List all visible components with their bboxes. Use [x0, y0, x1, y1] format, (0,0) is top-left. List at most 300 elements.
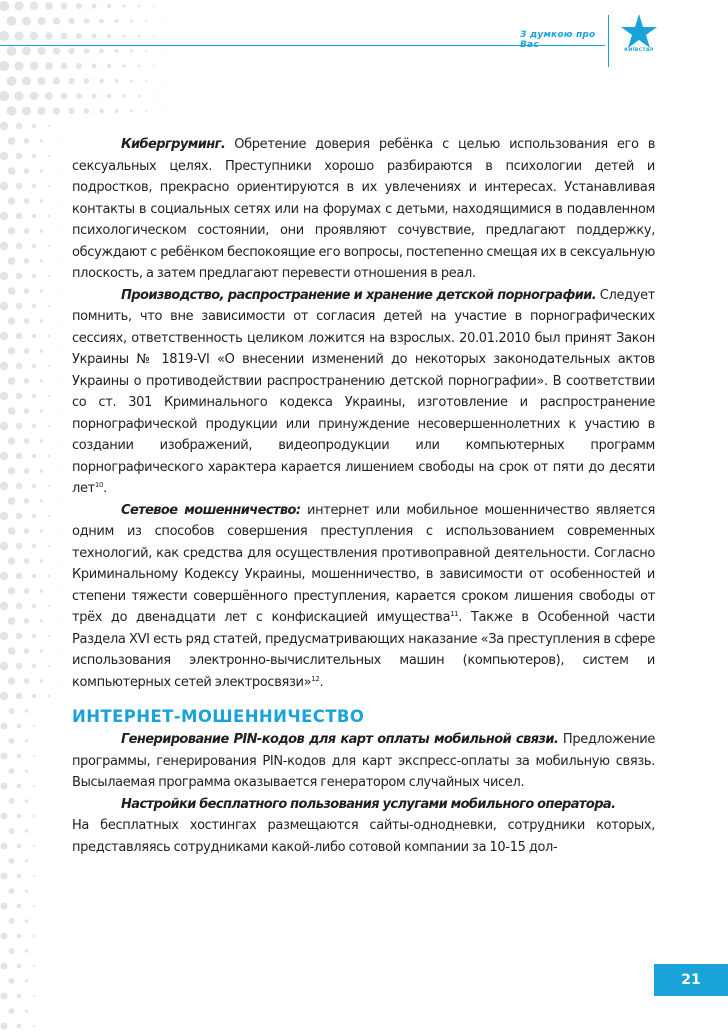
footnote-ref: 11 [450, 610, 459, 618]
halftone-dot [68, 18, 74, 24]
halftone-dot [68, 48, 74, 54]
halftone-dot [56, 470, 57, 471]
footnote-ref: 10 [94, 481, 104, 489]
paragraph-text: Предложение программы, генерирования PIN-кодов для карт экспресс-оплаты за мобильную связь. Высылаемая программа оказывается генератором случайных чисел. [72, 732, 655, 790]
header-separator [608, 15, 609, 67]
halftone-dot [16, 693, 23, 700]
halftone-dot [56, 410, 57, 411]
paragraph-network-fraud [72, 500, 655, 694]
halftone-dot [25, 859, 28, 862]
halftone-dot [8, 527, 16, 535]
halftone-dot [8, 317, 16, 325]
halftone-dot [16, 423, 23, 430]
header-rule [0, 45, 605, 46]
halftone-dot [33, 725, 35, 727]
halftone-dot [56, 350, 57, 351]
halftone-dot [53, 47, 60, 54]
halftone-dot [45, 62, 53, 70]
halftone-dot [0, 1, 9, 11]
halftone-dot [24, 678, 29, 683]
halftone-dot [130, 19, 133, 22]
paragraph-lead: Настройки бесплатного пользования услугами мобильного оператора. [121, 796, 616, 812]
halftone-dot [17, 724, 22, 729]
halftone-dot [32, 214, 36, 218]
halftone-dot [122, 34, 125, 37]
halftone-dot [25, 979, 28, 982]
halftone-dot [68, 78, 74, 84]
halftone-dot [48, 425, 50, 427]
halftone-dot [9, 708, 15, 714]
halftone-dot [9, 1008, 15, 1014]
halftone-dot [32, 604, 36, 608]
halftone-dot [8, 437, 16, 445]
halftone-dot [24, 318, 29, 323]
halftone-dot [130, 109, 133, 112]
halftone-dot [84, 18, 90, 24]
halftone-dot [30, 92, 39, 101]
halftone-dot [8, 167, 16, 175]
halftone-dot [8, 287, 16, 295]
halftone-dot [16, 573, 23, 580]
halftone-dot [56, 680, 57, 681]
halftone-dot [33, 1025, 35, 1027]
halftone-dot [32, 454, 36, 458]
halftone-dot [40, 679, 43, 682]
halftone-dot [16, 213, 23, 220]
halftone-dot [40, 439, 43, 442]
halftone-dot [24, 348, 29, 353]
paragraph-text: Следует помнить, что вне зависимости от согласия детей на участие в порнографических сессиях, ответственность целиком ложится на взрослых. 20.01.2010 был принят Закон Украины № 1819-VI «О внесении изменений до некоторых законодательных актов Украины о противодействии распространению детской порнографии». В соответствии со ст. 301 Криминального кодекса Украины, изготовление и распространение порнографической продукции или принуждение несовершеннолетних к участию в создании изображений, видеопродукции или компьютерных программ порнографического характера карается лишением свободы на срок от пяти до десяти лет [72, 287, 655, 496]
halftone-dot [61, 33, 68, 40]
halftone-dot [33, 815, 35, 817]
halftone-dot [22, 107, 31, 116]
halftone-dot [8, 407, 16, 415]
halftone-dot [32, 514, 36, 518]
halftone-dot [22, 77, 31, 86]
halftone-dot [14, 31, 23, 40]
halftone-dot [16, 303, 23, 310]
halftone-dot [0, 332, 8, 341]
paragraph-lead: Сетевое мошенничество: [121, 502, 301, 518]
halftone-dot [24, 648, 29, 653]
paragraph-hosting [72, 815, 655, 858]
halftone-dot [107, 4, 111, 8]
halftone-dot [1, 903, 8, 910]
paragraph-cybergrooming [72, 134, 655, 285]
halftone-dot [145, 20, 147, 22]
halftone-dot [8, 257, 16, 265]
halftone-dot [8, 557, 16, 565]
halftone-dot [17, 994, 22, 999]
halftone-dot [0, 122, 8, 131]
halftone-dot [40, 469, 43, 472]
halftone-dot [33, 905, 35, 907]
halftone-dot [8, 377, 16, 385]
halftone-dot [9, 738, 15, 744]
halftone-dot [33, 755, 35, 757]
halftone-dot [40, 499, 43, 502]
halftone-dot [0, 392, 8, 401]
halftone-dot [9, 948, 15, 954]
halftone-dot [56, 290, 57, 291]
halftone-dot [24, 408, 29, 413]
halftone-dot [33, 785, 35, 787]
halftone-dot [161, 20, 162, 21]
halftone-dot [48, 635, 50, 637]
halftone-dot [1, 723, 8, 730]
halftone-dot [24, 618, 29, 623]
halftone-dot [48, 395, 50, 397]
halftone-dot [0, 61, 9, 71]
halftone-dot [32, 424, 36, 428]
halftone-dot [16, 513, 23, 520]
halftone-dot [7, 46, 17, 56]
halftone-dot [56, 530, 57, 531]
halftone-dot [1, 933, 8, 940]
halftone-dot [17, 934, 22, 939]
halftone-dot [0, 152, 8, 161]
paragraph-lead: Кибергруминг. [121, 137, 226, 152]
halftone-dot [17, 874, 22, 879]
halftone-dot [25, 919, 28, 922]
halftone-dot [8, 647, 16, 655]
halftone-dot [138, 35, 141, 38]
halftone-dot [32, 544, 36, 548]
halftone-dot [48, 305, 50, 307]
halftone-dot [33, 845, 35, 847]
halftone-dot [48, 545, 50, 547]
halftone-dot [48, 155, 50, 157]
halftone-dot [9, 828, 15, 834]
halftone-dot [16, 243, 23, 250]
halftone-dot [76, 93, 82, 99]
halftone-dot [0, 512, 8, 521]
halftone-dot [40, 649, 43, 652]
halftone-dot [48, 455, 50, 457]
halftone-dot [32, 664, 36, 668]
header-tagline: З думкою про Вас [520, 30, 596, 50]
halftone-dot [24, 468, 29, 473]
paragraph-text: интернет или мобильное мошенничество является одним из способов совершения преступления с использованием современных технологий, как средства для осуществления противоправной деятельности. Согласно Криминальному Кодексу Украины, мошенничество, в зависимости от особенностей и степени тяжести совершённого преступления, карается сроком лишения свободы от трёх до двенадцати лет с конфискацией имущества [72, 502, 655, 625]
halftone-dot [30, 2, 39, 11]
halftone-dot [107, 34, 111, 38]
halftone-dot [0, 91, 9, 101]
halftone-dot [22, 17, 31, 26]
halftone-dot [153, 65, 155, 67]
halftone-dot [1, 1023, 8, 1030]
halftone-dot [24, 378, 29, 383]
halftone-dot [40, 619, 43, 622]
halftone-dot [0, 542, 8, 551]
halftone-dot [0, 31, 9, 41]
halftone-dot [56, 200, 57, 201]
halftone-dot [17, 964, 22, 969]
halftone-dot [107, 64, 111, 68]
halftone-dot [33, 875, 35, 877]
halftone-dot [16, 483, 23, 490]
halftone-dot [91, 63, 96, 68]
halftone-dot [56, 230, 57, 231]
halftone-dot [99, 19, 104, 24]
halftone-dot [24, 558, 29, 563]
halftone-dot [56, 500, 57, 501]
halftone-dot [25, 709, 28, 712]
section-title: ИНТЕРНЕТ-МОШЕННИЧЕСТВО [72, 707, 365, 726]
halftone-dot [8, 617, 16, 625]
halftone-dot [16, 123, 23, 130]
halftone-dot [53, 17, 60, 24]
halftone-dot [33, 995, 35, 997]
halftone-dot [161, 80, 162, 81]
halftone-dot [53, 77, 60, 84]
halftone-dot [9, 798, 15, 804]
paragraph-text: На бесплатных хостингах размещаются сайты-однодневки, сотрудники которых, представляясь сотрудниками какой-либо сотовой компании за 10-15 дол- [72, 818, 655, 855]
halftone-dot [48, 365, 50, 367]
halftone-dot [0, 482, 8, 491]
halftone-dot [76, 33, 82, 39]
halftone-dot [99, 49, 104, 54]
halftone-dot [115, 19, 119, 23]
halftone-dot [0, 362, 8, 371]
halftone-dot [122, 94, 125, 97]
halftone-dot [40, 559, 43, 562]
halftone-dot [24, 138, 29, 143]
halftone-dot [48, 515, 50, 517]
halftone-dot [0, 572, 8, 581]
halftone-dot [161, 110, 162, 111]
halftone-dot [25, 1009, 28, 1012]
halftone-dot [8, 467, 16, 475]
halftone-dot [16, 153, 23, 160]
halftone-dot [91, 3, 96, 8]
paragraph-text-2: . Также в Особенной части Раздела XVI есть ряд статей, предусматривающих наказание «За преступления в сфере использования электронно-вычислительных машин (компьютеров), систем и компьютерных сетей электросвязи» [72, 610, 656, 690]
halftone-dot [56, 380, 57, 381]
halftone-dot [37, 47, 45, 55]
halftone-dot [40, 529, 43, 532]
halftone-dot [40, 409, 43, 412]
halftone-dot [32, 334, 36, 338]
halftone-dot [0, 242, 8, 251]
halftone-dot [48, 125, 50, 127]
halftone-dot [24, 228, 29, 233]
halftone-dot [99, 109, 104, 114]
halftone-dot [32, 364, 36, 368]
halftone-dot [32, 184, 36, 188]
halftone-dot [17, 1024, 22, 1029]
halftone-dot [33, 965, 35, 967]
halftone-dot [16, 543, 23, 550]
halftone-dot [32, 694, 36, 698]
halftone-dot [56, 590, 57, 591]
halftone-dot [45, 2, 53, 10]
halftone-dot [25, 829, 28, 832]
halftone-dot [9, 888, 15, 894]
halftone-dot [32, 124, 36, 128]
halftone-dot [56, 260, 57, 261]
halftone-dot [40, 589, 43, 592]
halftone-dot [16, 603, 23, 610]
halftone-dot [56, 560, 57, 561]
paragraph-lead: Генерирование PIN-кодов для карт оплаты мобильной связи. [121, 732, 559, 747]
halftone-dot [138, 5, 141, 8]
halftone-dot [32, 244, 36, 248]
halftone-dot [22, 47, 31, 56]
halftone-dot [24, 588, 29, 593]
halftone-dot [32, 634, 36, 638]
paragraph-text: Обретение доверия ребёнка с целью использования его в сексуальных целях. Преступники хорошо разбираются в психологии детей и подростков, прекрасно ориентируются в их увлечениях и интересах. Устанавливая контакты в социальных сетях или на форумах с детьми, находящимися в подавленном психологическом состоянии, они проявляют сочувствие, предлагают поддержку, обсуждают с ребёнком беспокоящие его вопросы, постепенно смещая их в сексуальную плоскость, а затем предлагают перевести отношения в реал. [72, 137, 655, 281]
halftone-dot [48, 695, 50, 697]
halftone-dot [9, 768, 15, 774]
halftone-dot [153, 95, 155, 97]
halftone-dot [16, 333, 23, 340]
halftone-dot [48, 485, 50, 487]
halftone-dot [1, 963, 8, 970]
halftone-dot [45, 92, 53, 100]
halftone-dot [1, 873, 8, 880]
halftone-dot [33, 935, 35, 937]
paragraph-tail: . [319, 674, 324, 690]
halftone-dot [56, 320, 57, 321]
halftone-dot [8, 347, 16, 355]
halftone-dot [0, 182, 8, 191]
halftone-dot [48, 245, 50, 247]
halftone-dot [76, 3, 82, 9]
halftone-dot [48, 215, 50, 217]
halftone-dot [8, 137, 16, 145]
halftone-dot [1, 993, 8, 1000]
halftone-dot [48, 665, 50, 667]
halftone-dot [16, 393, 23, 400]
halftone-dot [56, 620, 57, 621]
halftone-dot [145, 110, 147, 112]
halftone-dot [53, 107, 60, 114]
halftone-dot [91, 93, 96, 98]
halftone-dot [24, 288, 29, 293]
halftone-dot [68, 108, 74, 114]
halftone-dot [24, 198, 29, 203]
halftone-dot [122, 4, 125, 7]
halftone-dot [138, 65, 141, 68]
halftone-dot [48, 605, 50, 607]
halftone-dot [14, 61, 23, 70]
halftone-dot [1, 843, 8, 850]
halftone-dot [0, 422, 8, 431]
halftone-dot [32, 154, 36, 158]
halftone-dot [161, 50, 162, 51]
halftone-dot [32, 484, 36, 488]
halftone-dot [145, 50, 147, 52]
halftone-dot [32, 274, 36, 278]
halftone-dot [16, 273, 23, 280]
halftone-dot [115, 109, 119, 113]
paragraph-tail: . [103, 481, 107, 496]
halftone-dot [1, 813, 8, 820]
halftone-dot [56, 650, 57, 651]
halftone-dot [40, 199, 43, 202]
halftone-dot [14, 1, 23, 10]
halftone-dot [8, 587, 16, 595]
logo-wordmark: КИЇВСТАР [624, 48, 654, 53]
halftone-dot [153, 35, 155, 37]
halftone-dot [24, 498, 29, 503]
article-body [72, 134, 655, 858]
footnote-ref: 12 [311, 674, 320, 683]
paragraph-lead: Производство, распространение и хранение детской порнографии. [121, 287, 597, 303]
halftone-dot [40, 169, 43, 172]
halftone-dot [107, 94, 111, 98]
halftone-dot [45, 32, 53, 40]
halftone-dot [8, 677, 16, 685]
page-number: 21 [654, 964, 728, 996]
halftone-dot [61, 63, 68, 70]
halftone-dot [32, 304, 36, 308]
halftone-dot [48, 335, 50, 337]
halftone-dot [17, 814, 22, 819]
halftone-dot [24, 438, 29, 443]
halftone-dot [30, 32, 39, 41]
halftone-dot [16, 633, 23, 640]
halftone-dot [91, 33, 96, 38]
halftone-dot [25, 769, 28, 772]
halftone-dot [8, 227, 16, 235]
halftone-dot [61, 3, 68, 10]
halftone-dot [0, 272, 8, 281]
paragraph-pin-generator [72, 729, 655, 794]
halftone-dot [61, 93, 68, 100]
halftone-dot [9, 918, 15, 924]
halftone-dot [17, 844, 22, 849]
halftone-dot [37, 77, 45, 85]
halftone-dot [7, 106, 17, 116]
paragraph-child-pornography [72, 285, 655, 500]
halftone-dot [32, 394, 36, 398]
halftone-dot [16, 363, 23, 370]
halftone-dot [14, 91, 23, 100]
halftone-dot [17, 784, 22, 789]
halftone-dot [76, 63, 82, 69]
halftone-dot [0, 302, 8, 311]
halftone-dot [115, 79, 119, 83]
halftone-dot [24, 528, 29, 533]
halftone-dot [145, 80, 147, 82]
halftone-dot [40, 289, 43, 292]
halftone-dot [16, 453, 23, 460]
halftone-dot [84, 78, 90, 84]
halftone-dot [130, 79, 133, 82]
halftone-dot [9, 858, 15, 864]
halftone-dot [56, 140, 57, 141]
halftone-dot [8, 497, 16, 505]
halftone-dot [7, 76, 17, 86]
halftone-dot [16, 183, 23, 190]
halftone-dot [25, 889, 28, 892]
halftone-dot [1, 783, 8, 790]
halftone-dot [56, 170, 57, 171]
halftone-dot [40, 229, 43, 232]
halftone-dot [40, 139, 43, 142]
paragraph-free-services [72, 794, 655, 816]
halftone-dot [0, 632, 8, 641]
halftone-dot [130, 49, 133, 52]
halftone-dot [84, 108, 90, 114]
halftone-dot [0, 452, 8, 461]
halftone-dot [24, 258, 29, 263]
halftone-dot [0, 602, 8, 611]
halftone-dot [0, 212, 8, 221]
halftone-dot [40, 379, 43, 382]
halftone-dot [0, 662, 8, 671]
halftone-dot [8, 197, 16, 205]
